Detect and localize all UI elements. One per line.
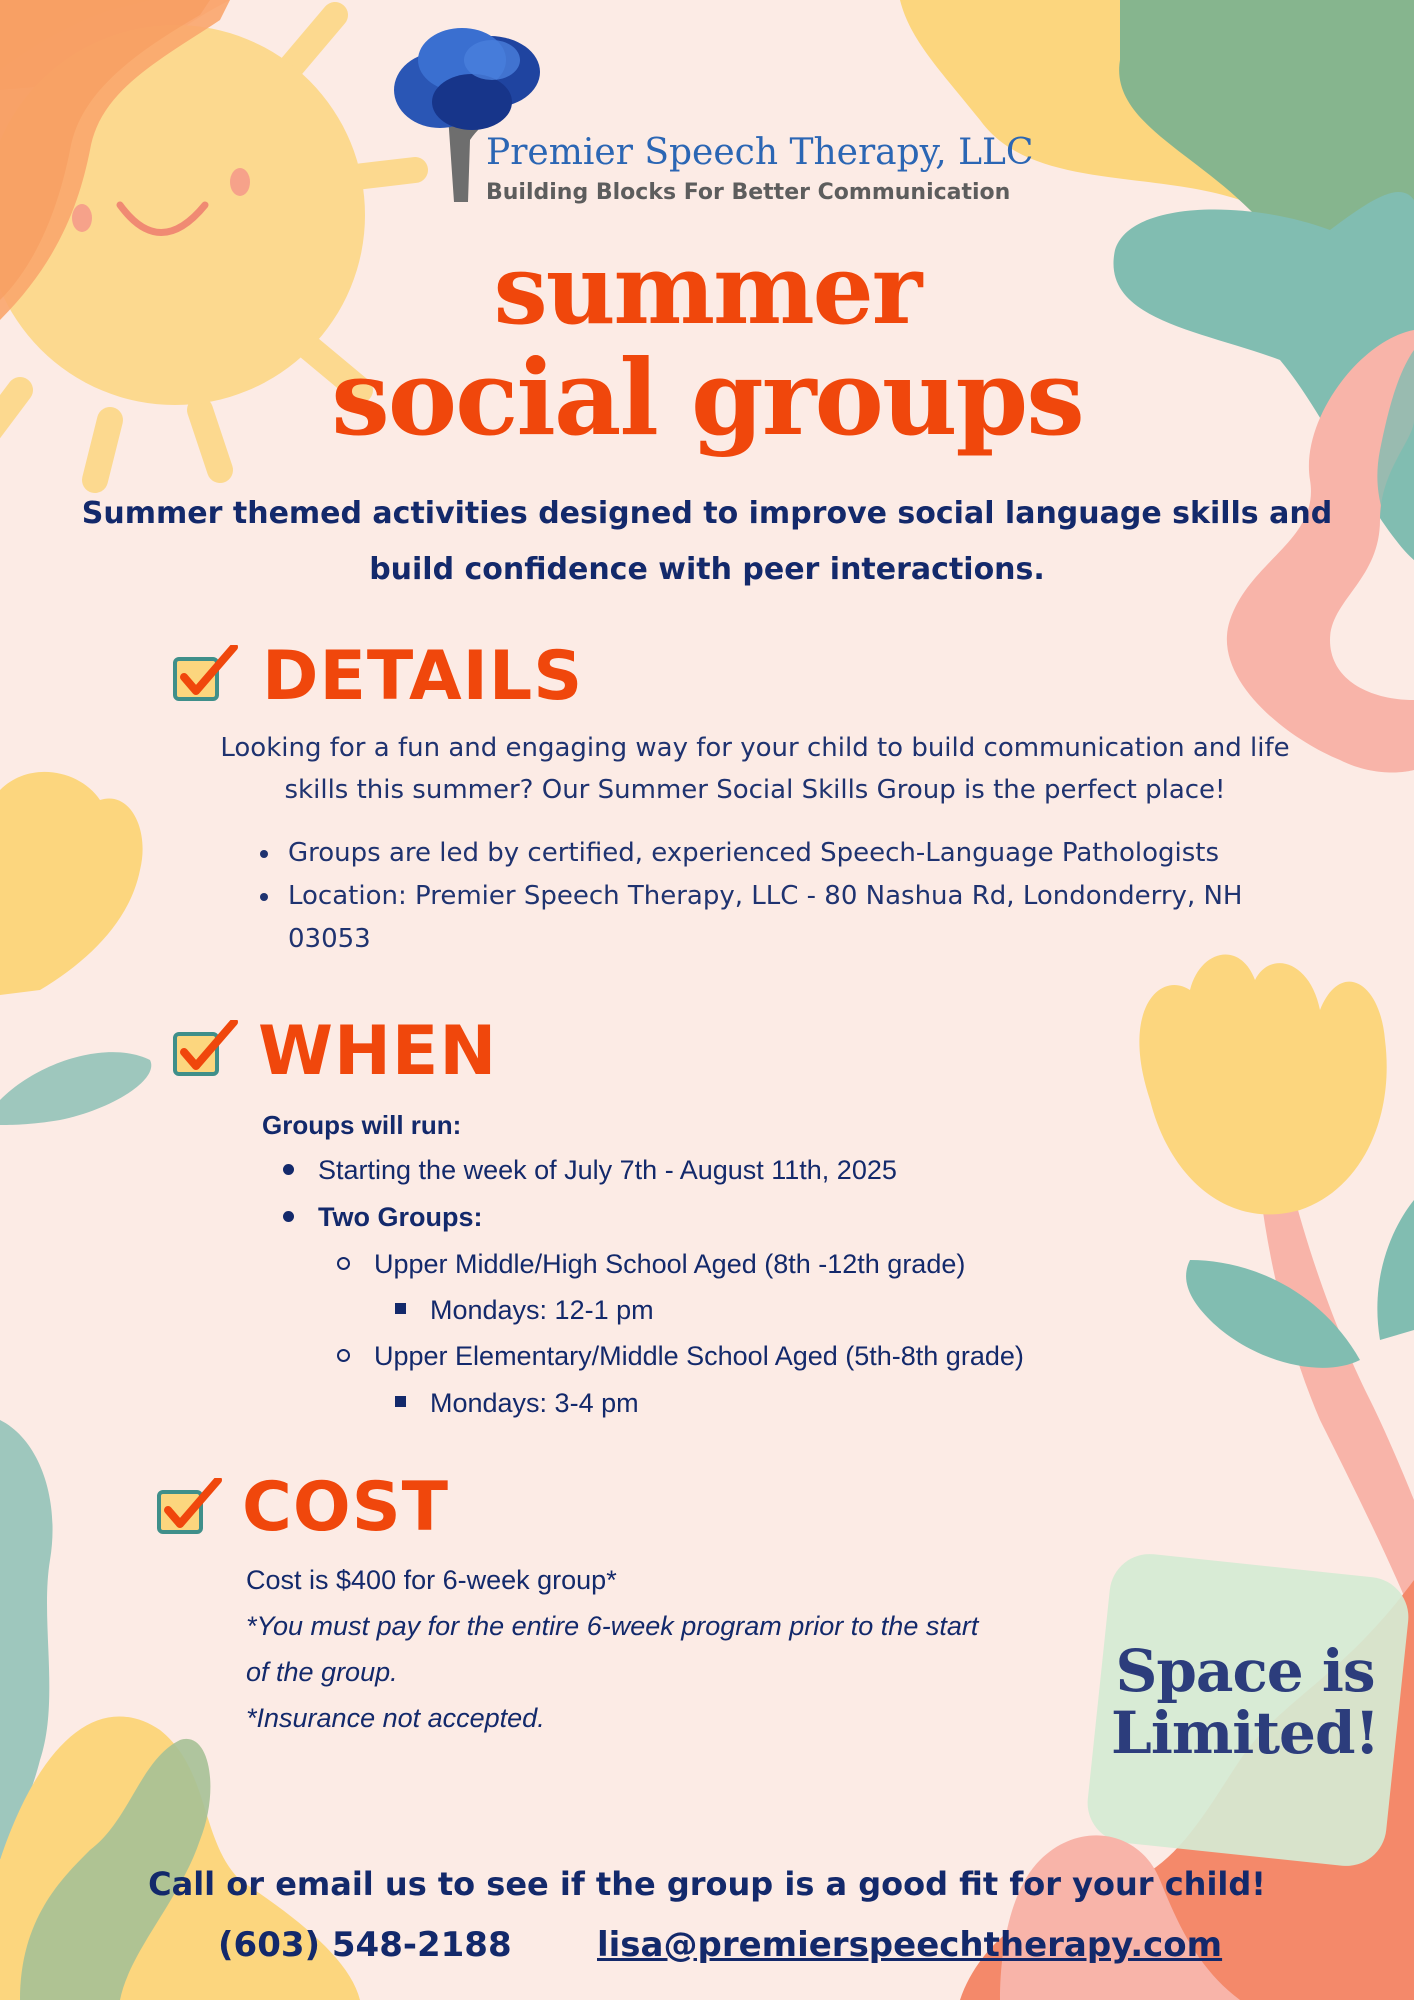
details-paragraph: Looking for a fun and engaging way for your child to build communication and life skills this summer? Our Summer Social Skills Group is the perfect place! — [220, 733, 1290, 805]
badge-line-1: Space is — [1115, 1637, 1375, 1705]
title-line-2: social groups — [331, 336, 1083, 459]
bullet-dot — [283, 1164, 294, 1175]
cost-heading: COST — [242, 1468, 450, 1547]
subtitle: Summer themed activities designed to improve social language skills and build confidence with peer interactions. — [81, 496, 1333, 587]
logo — [380, 20, 1040, 210]
when-groups-label: Two Groups: — [318, 1202, 483, 1232]
checkbox-check-icon — [172, 1020, 238, 1080]
bullet-square — [395, 1303, 406, 1314]
cost-note-payment-cont: of the group. — [246, 1657, 398, 1687]
email-link[interactable]: lisa@premierspeechtherapy.com — [597, 1925, 1223, 1965]
details-list — [258, 832, 1298, 961]
bullet-ring — [337, 1349, 350, 1362]
bullet-square — [395, 1396, 406, 1407]
details-heading: DETAILS — [262, 637, 584, 716]
group-time: Mondays: 3-4 pm — [430, 1388, 639, 1418]
cost-note-payment: *You must pay for the entire 6-week program prior to the start — [246, 1611, 979, 1641]
logo-name: Premier Speech Therapy, LLC — [486, 132, 1034, 173]
checkbox-check-icon — [172, 645, 238, 705]
when-heading: WHEN — [258, 1012, 498, 1091]
title-line-1: summer — [493, 233, 921, 346]
call-to-action: Call or email us to see if the group is a good fit for your child! — [148, 1865, 1266, 1903]
logo-tagline: Building Blocks For Better Communication — [486, 180, 1011, 205]
cost-note-insurance: *Insurance not accepted. — [246, 1703, 545, 1733]
bullet-ring — [337, 1257, 350, 1270]
details-bullet: Location: Premier Speech Therapy, LLC - 80 Nashua Rd, Londonderry, NH 03053 — [258, 875, 1298, 961]
space-limited-badge — [1105, 1637, 1385, 1767]
group-time: Mondays: 12-1 pm — [430, 1295, 654, 1325]
when-label: Groups will run: — [262, 1110, 462, 1140]
group-name: Upper Middle/High School Aged (8th -12th grade) — [374, 1249, 966, 1279]
details-bullet: Groups are led by certified, experienced Speech-Language Pathologists — [258, 832, 1298, 875]
checkbox-check-icon — [156, 1478, 222, 1538]
when-dates: Starting the week of July 7th - August 11th, 2025 — [318, 1155, 897, 1185]
group-name: Upper Elementary/Middle School Aged (5th-8th grade) — [374, 1341, 1024, 1371]
phone-number[interactable]: (603) 548-2188 — [218, 1925, 512, 1965]
bullet-dot — [283, 1211, 294, 1222]
cost-price: Cost is $400 for 6-week group* — [246, 1565, 617, 1595]
badge-line-2: Limited! — [1111, 1699, 1379, 1767]
